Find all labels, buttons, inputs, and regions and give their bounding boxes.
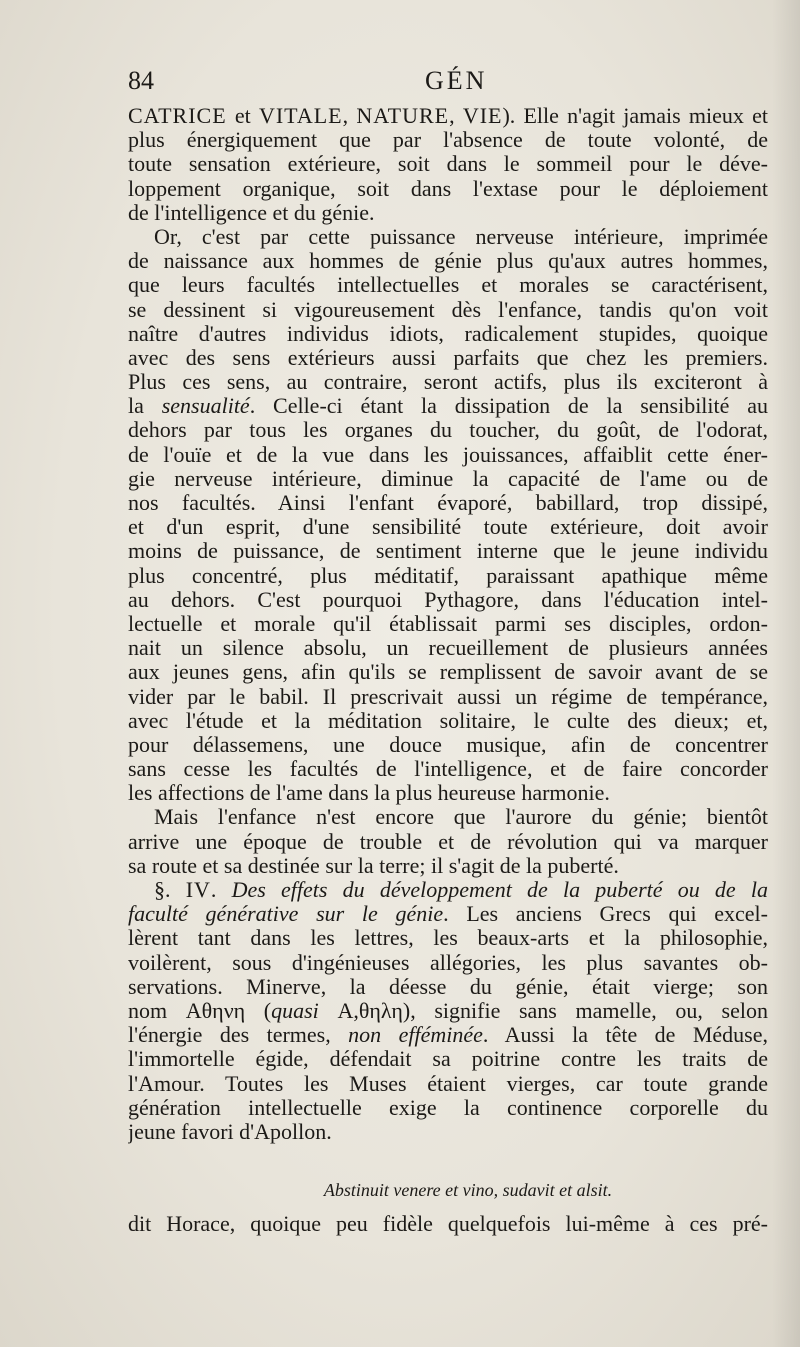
text-line: pour délassemens, une douce musique, afin de concentrer <box>128 732 768 757</box>
text-line: Plus ces sens, au contraire, seront actifs, plus ils exciteront à <box>128 370 768 395</box>
text-line: Mais l'enfance n'est encore que l'aurore du génie; bientôt <box>154 805 768 830</box>
text-line: de l'ouïe et de la vue dans les jouissances, affaiblit cette éner- <box>128 442 768 467</box>
body-text <box>128 104 768 1144</box>
text-line: les affections de l'ame dans la plus heureuse harmonie. <box>128 781 610 806</box>
text-run: ). Elle n'agit jamais mieux et <box>502 104 768 128</box>
text-line: naître d'autres individus idiots, radicalement stupides, quoique <box>128 321 768 346</box>
section-title: faculté générative sur le génie <box>128 902 444 927</box>
text-line: servations. Minerve, la déesse du génie, était vierge; son <box>128 974 768 999</box>
text-smallcaps: VIE <box>462 104 503 128</box>
gutter-shadow <box>772 0 800 1347</box>
latin-quotation <box>128 1180 768 1201</box>
running-head <box>128 66 770 106</box>
section-mark: §. <box>154 878 186 902</box>
text-line <box>128 394 768 418</box>
quotation-text: Abstinuit venere et vino, sudavit et alsit. <box>323 1180 613 1200</box>
text-line: l'immortelle égide, défendait sa poitrine contre les traits de <box>128 1047 768 1072</box>
text-run: . Aussi la tête de Méduse, <box>482 1023 768 1048</box>
text-smallcaps: CATRICE <box>128 104 227 128</box>
text-run: . Celle-ci étant la dissipation de la sensibilité au <box>249 394 768 419</box>
text-run: , <box>449 104 463 128</box>
text-line: nait un silence absolu, un recueillement de plusieurs années <box>128 636 768 661</box>
text-italic: non efféminée <box>348 1023 483 1048</box>
text-line: de l'intelligence et du génie. <box>128 200 375 225</box>
text-italic: quasi <box>271 998 319 1023</box>
text-line: toute sensation extérieure, soit dans le sommeil pour le déve- <box>128 152 768 177</box>
text-line: sans cesse les facultés de l'intelligence, et de faire concorder <box>128 757 768 782</box>
text-run: . <box>210 878 232 902</box>
text-run: , <box>342 104 357 128</box>
text-line <box>128 999 768 1023</box>
text-line: jeune favori d'Apollon. <box>128 1119 332 1144</box>
text-run: et <box>226 104 259 128</box>
text-line <box>128 1023 768 1047</box>
text-line: Or, c'est par cette puissance nerveuse intérieure, imprimée <box>154 224 768 249</box>
text-line: que leurs facultés intellectuelles et morales se caractérisent, <box>128 273 768 298</box>
text-line: loppement organique, soit dans l'extase pour le déploiement <box>128 176 768 201</box>
text-run: Α,θηλη), signifie sans mamelle, ou, selon <box>318 998 768 1023</box>
text-line: dehors par tous les organes du toucher, du goût, de l'odorat, <box>128 418 768 443</box>
text-line: au dehors. C'est pourquoi Pythagore, dans l'éducation intel- <box>128 587 768 612</box>
text-run: nom Αθηνη ( <box>128 998 272 1023</box>
text-line: avec des sens extérieurs aussi parfaits que chez les premiers. <box>128 345 768 370</box>
text-smallcaps: VITALE <box>258 104 343 128</box>
section-heading-line <box>128 878 768 902</box>
text-line: de naissance aux hommes de génie plus qu'aux autres hommes, <box>128 249 768 274</box>
text-line: aux jeunes gens, afin qu'ils se remplissent de savoir avant de se <box>128 660 768 685</box>
text-line: vider par le babil. Il prescrivait aussi un régime de tempérance, <box>128 684 768 709</box>
text-run: . Les anciens Grecs qui excel- <box>443 902 768 927</box>
text-line: voilèrent, sous d'ingénieuses allégories, les plus savantes ob- <box>128 950 768 975</box>
text-smallcaps: NATURE <box>356 104 450 128</box>
text-line: avec l'étude et la méditation solitaire, le culte des dieux; et, <box>128 708 768 733</box>
text-line: se dessinent si vigoureusement dès l'enfance, tandis qu'on voit <box>128 297 768 322</box>
text-line: lèrent tant dans les lettres, les beaux-arts et la philosophie, <box>128 926 768 951</box>
text-italic: sensualité <box>161 394 250 419</box>
text-line: lectuelle et morale qu'il établissait parmi ses disciples, ordon- <box>128 611 768 636</box>
text-line: plus énergiquement que par l'absence de toute volonté, de <box>128 128 768 153</box>
running-title: GÉN <box>425 66 488 95</box>
text-line: génération intellectuelle exige la continence corporelle du <box>128 1095 768 1120</box>
section-title: Des effets du développement de la puberté ou de la <box>231 878 768 902</box>
text-line: nos facultés. Ainsi l'enfant évaporé, babillard, trop dissipé, <box>128 491 768 515</box>
text-line: l'Amour. Toutes les Muses étaient vierges, car toute grande <box>128 1071 768 1096</box>
continuation-line: dit Horace, quoique peu fidèle quelquefois lui-même à ces pré- <box>128 1211 768 1236</box>
text-line: gie nerveuse intérieure, diminue la capacité de l'ame ou de <box>128 466 768 491</box>
text-line: sa route et sa destinée sur la terre; il s'agit de la puberté. <box>128 853 619 878</box>
text-run: l'énergie des termes, <box>128 1023 349 1048</box>
text-run: la <box>128 394 162 419</box>
text-line <box>128 902 768 926</box>
page-number: 84 <box>128 66 154 95</box>
text-line: arrive une époque de trouble et de révolution qui va marquer <box>128 829 768 854</box>
text-line <box>128 104 768 128</box>
text-line: et d'un esprit, d'une sensibilité toute extérieure, doit avoir <box>128 515 768 540</box>
text-line: moins de puissance, de sentiment interne que le jeune individu <box>128 539 768 564</box>
text-line: plus concentré, plus méditatif, paraissant apathique même <box>128 563 768 588</box>
section-number: IV <box>185 878 211 902</box>
